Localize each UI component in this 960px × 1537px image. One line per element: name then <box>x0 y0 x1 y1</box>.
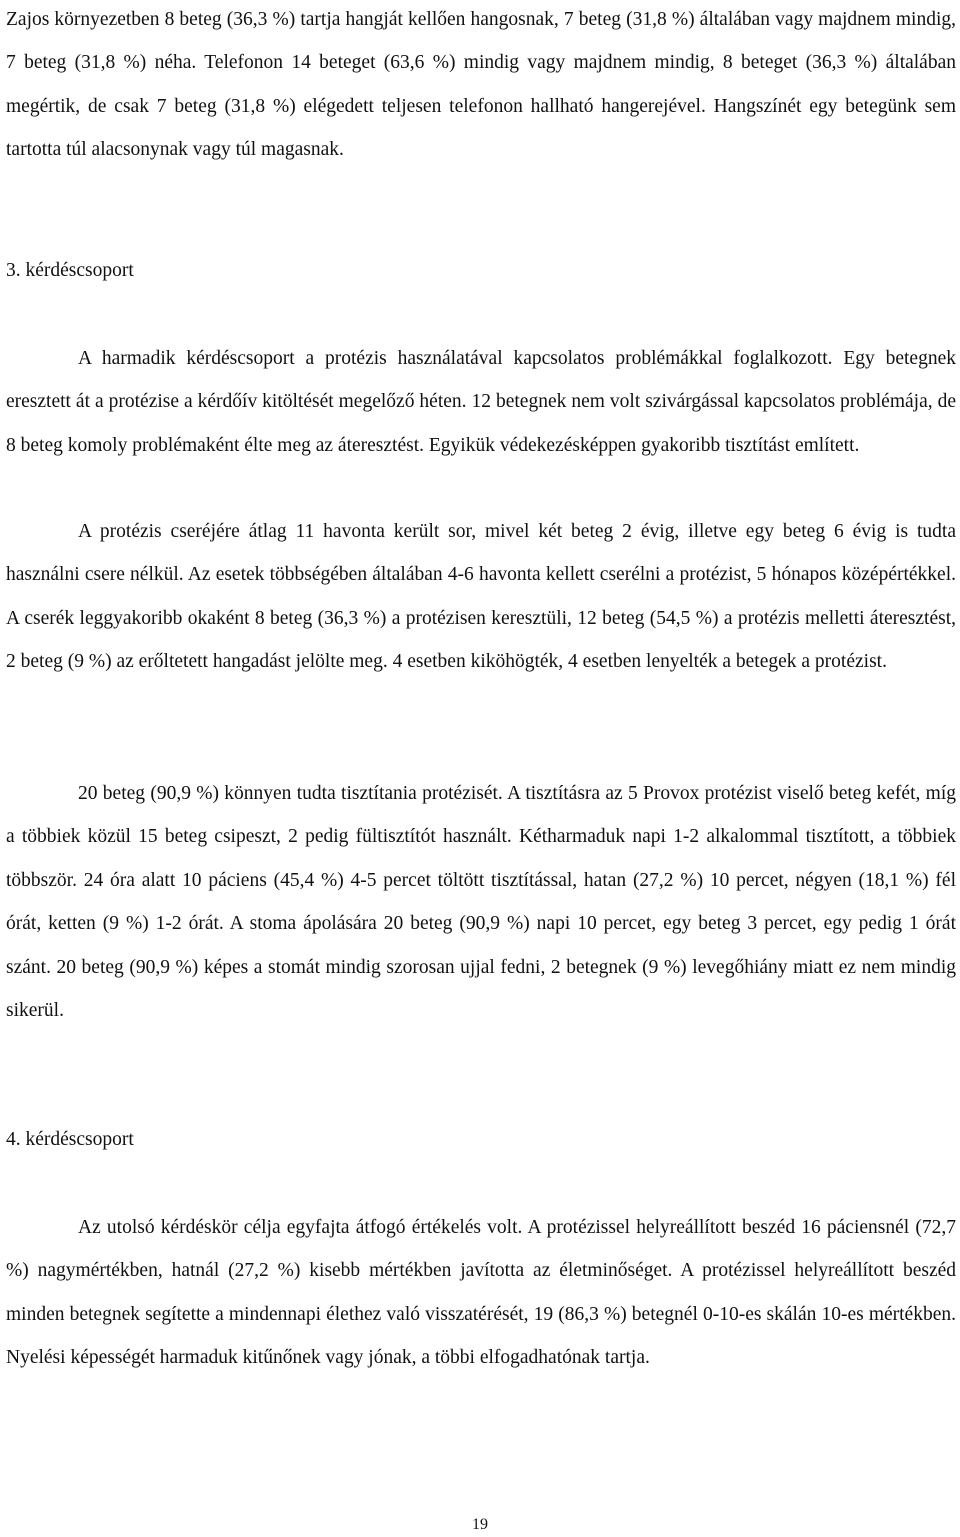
paragraph-voice-loudness: Zajos környezetben 8 beteg (36,3 %) tartja hangját kellően hangosnak, 7 beteg (31,8 %) általában vagy majdnem mindig, 7 beteg (31,8 %) néha. Telefonon 14 beteget (63,6 %) mindig vagy majdnem mindig, 8 beteget (36,3 %) általában megértik, de csak 7 beteg (31,8 %) elégedett teljesen telefonon hallható hangerejével. Hangszínét egy betegünk sem tartotta túl alacsonynak vagy túl magasnak. <box>6 9 956 161</box>
section-heading-3: 3. kérdéscsoport <box>6 260 134 281</box>
paragraph-prosthesis-replacement: A protézis cseréjére átlag 11 havonta került sor, mivel két beteg 2 évig, illetve egy beteg 6 évig is tudta használni csere nélkül. Az esetek többségében általában 4-6 havonta kellett cserélni a protézist, 5 hónapos középértékkel. A cserék leggyakoribb okaként 8 beteg (36,3 %) a protézisen keresztüli, 12 beteg (54,5 %) a protézis melletti áteresztést, 2 beteg (9 %) az erőltetett hangadást jelölte meg. 4 esetben kiköhögték, 4 esetben lenyelték a betegek a protézist. <box>6 521 956 673</box>
page-number: 19 <box>472 1516 488 1533</box>
paragraph-cleaning: 20 beteg (90,9 %) könnyen tudta tisztítania protézisét. A tisztításra az 5 Provox protézist viselő beteg kefét, míg a többiek közül 15 beteg csipeszt, 2 pedig fültisztítót használt. Kétharmaduk napi 1-2 alkalommal tisztított, a többiek többször. 24 óra alatt 10 páciens (45,4 %) 4-5 percet töltött tisztítással, hatan (27,2 %) 10 percet, négyen (18,1 %) fél órát, ketten (9 %) 1-2 órát. A stoma ápolására 20 beteg (90,9 %) napi 10 percet, egy beteg 3 percet, egy pedig 1 órát szánt. 20 beteg (90,9 %) képes a stomát mindig szorosan ujjal fedni, 2 betegnek (9 %) levegőhiány miatt ez nem mindig sikerül. <box>6 783 956 1022</box>
paragraph-overall-evaluation: Az utolsó kérdéskör célja egyfajta átfogó értékelés volt. A protézissel helyreállított beszéd 16 páciensnél (72,7 %) nagymértékben, hatnál (27,2 %) kisebb mértékben javította az életminőséget. A protézissel helyreállított beszéd minden betegnek segítette a mindennapi élethez való visszatérését, 19 (86,3 %) betegnél 0-10-es skálán 10-es mértékben. Nyelési képességét harmaduk kitűnőnek vagy jónak, a többi elfogadhatónak tartja. <box>6 1217 956 1369</box>
section-heading-4: 4. kérdéscsoport <box>6 1129 134 1150</box>
paragraph-prosthesis-problems: A harmadik kérdéscsoport a protézis használatával kapcsolatos problémákkal foglalkozott. Egy betegnek eresztett át a protézise a kérdőív kitöltését megelőző héten. 12 betegnek nem volt szivárgással kapcsolatos problémája, de 8 beteg komoly problémaként élte meg az áteresztést. Egyikük védekezésképpen gyakoribb tisztítást említett. <box>6 348 956 456</box>
